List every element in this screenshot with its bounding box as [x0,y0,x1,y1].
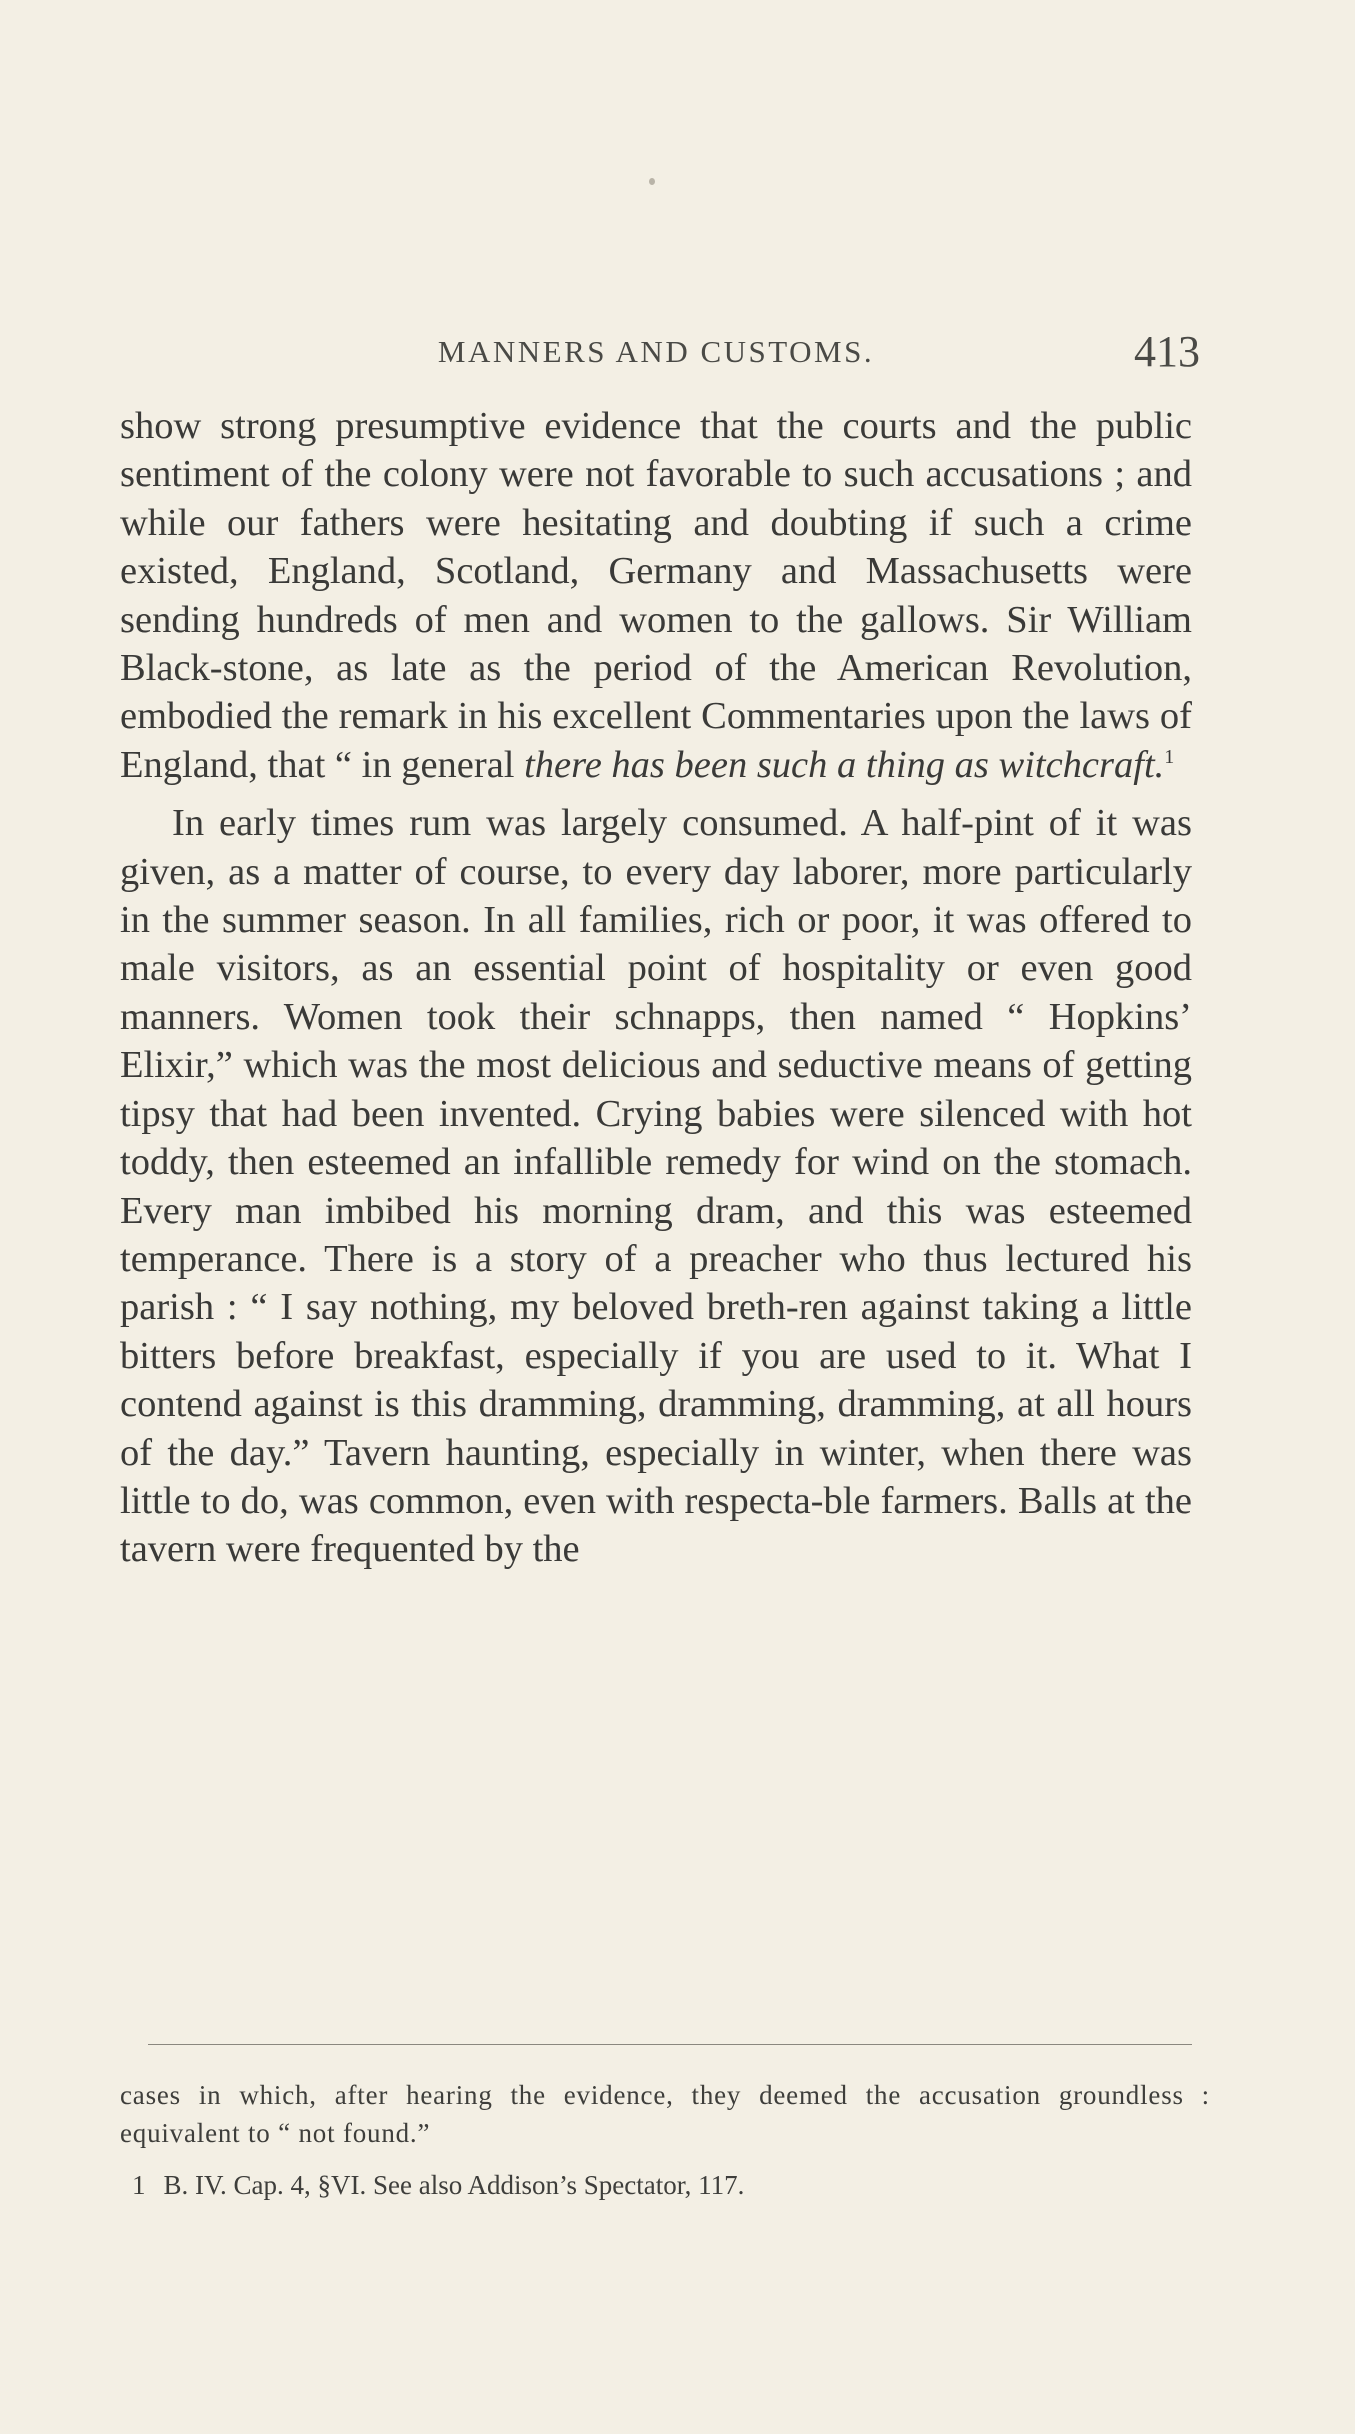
footnote-number: 1 [132,2170,146,2200]
paragraph-text: show strong presumptive evidence that the courts and the public sentiment of the colony were not favorable to such accusations ; and while our fathers were hesitating and doubting if such a crime existed, England, Scotland, Germany and Massachusetts were sending hundreds of men and women to the gallows. Sir William Black-stone, as late as the period of the American Revolution, embodied the remark in his excellent Commentaries upon the laws of England, that “ in general [120,405,1192,786]
footnote-divider [148,2044,1192,2045]
body-text [120,402,1192,1574]
ink-speck [649,178,655,185]
footnote-continuation: cases in which, after hearing the evidence, they deemed the accusation groundless : equivalent to “ not found.” [120,2080,1210,2148]
paragraph-witchcraft [120,402,1192,789]
footnote-1 [120,2166,1210,2204]
paragraph-rum [120,799,1192,1574]
footnotes [120,2076,1210,2204]
running-head-title: MANNERS AND CUSTOMS. [437,334,875,369]
paragraph-text: In early times rum was largely consumed. A half-pint of it was given, as a matter of course, to every day laborer, more particularly in the summer season. In all families, rich or poor, it was offered to male visitors, as an essential point of hospitality or even good manners. Women took their schnapps, then named “ Hopkins’ Elixir,” which was the most delicious and seductive means of getting tipsy that had been invented. Crying babies were silenced with hot toddy, then esteemed an infallible remedy for wind on the stomach. Every man imbibed his morning dram, and this was esteemed temperance. There is a story of a preacher who thus lectured his parish : “ I say nothing, my beloved breth-ren against taking a little bitters before breakfast, especially if you are used to it. What I contend against is this dramming, dramming, dramming, at all hours of the day.” Tavern haunting, especially in winter, when there was little to do, was common, even with respecta-ble farmers. Balls at the tavern were frequented by the [120,802,1192,1571]
italic-quotation: there has been such a thing as witchcraft. [524,743,1165,786]
running-head [120,320,1200,380]
page-number: 413 [1134,327,1200,376]
footnote-text: B. IV. Cap. 4, §VI. See also Addison’s Spectator, 117. [163,2170,745,2200]
footnote-reference: 1 [1164,746,1175,769]
